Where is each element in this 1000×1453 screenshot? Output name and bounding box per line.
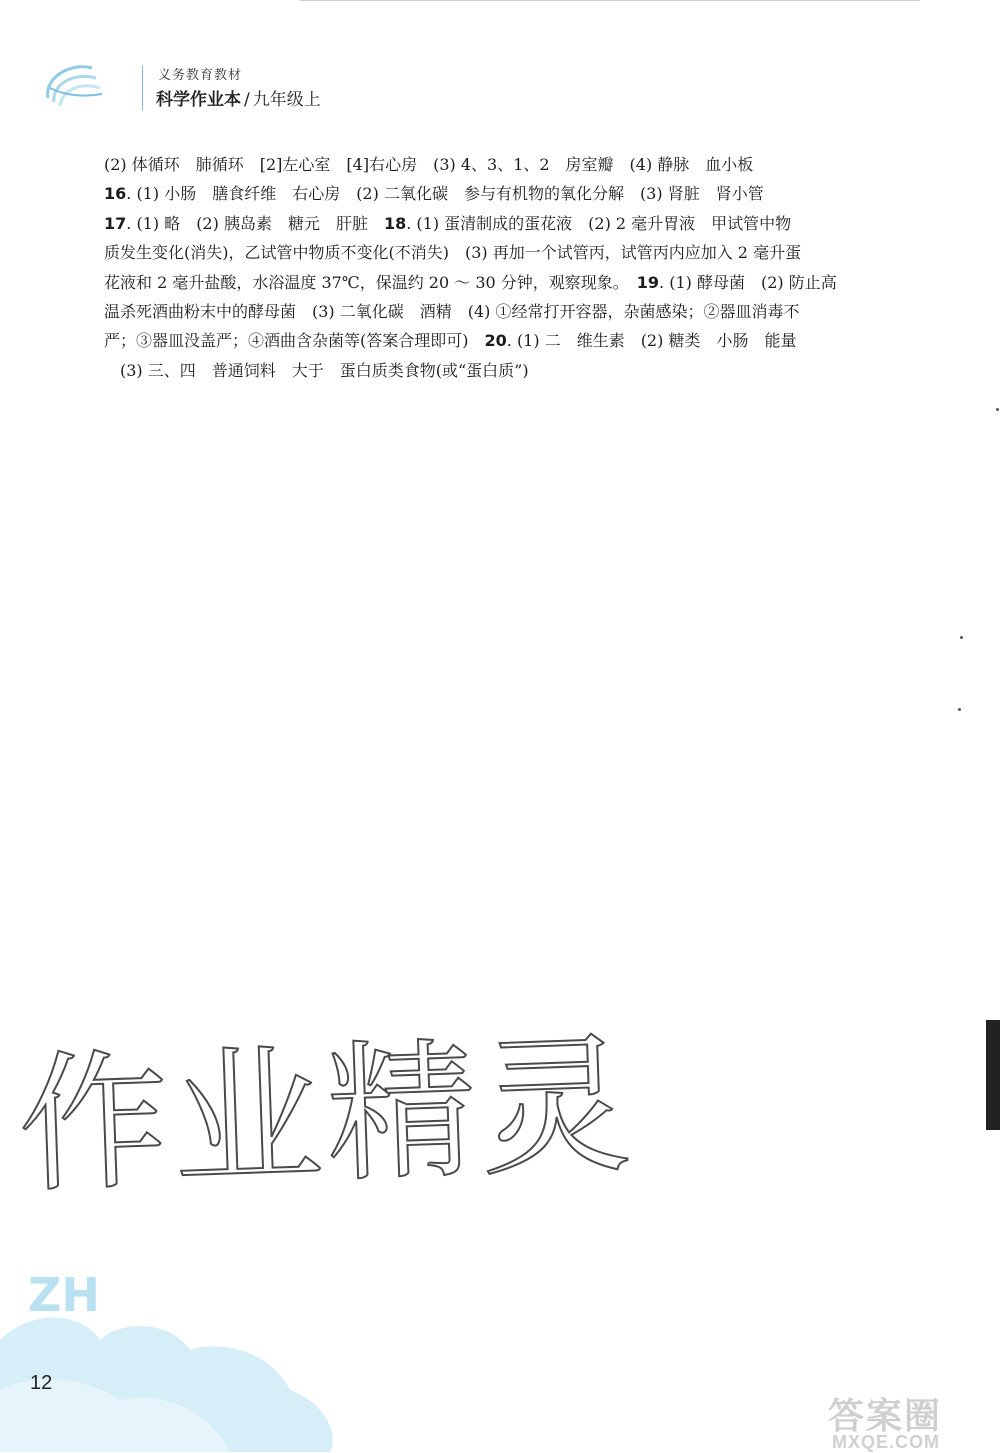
scan-top-edge <box>300 0 920 1</box>
scan-dot <box>958 708 961 711</box>
page-number: 12 <box>30 1372 53 1394</box>
watermark-text: 作业精灵 <box>15 1018 638 1214</box>
answer-line: 16. (1) 小肠 膳食纤维 右心房 (2) 二氧化碳 参与有机物的氧化分解 (3) 肾脏 肾小管 <box>104 184 764 204</box>
answer-line: 温杀死酒曲粉末中的酵母菌 (3) 二氧化碳 酒精 (4) ①经常打开容器，杂菌感染；②器皿消毒不 <box>104 302 800 322</box>
answer-text <box>104 150 904 385</box>
site-watermark-badge <box>820 1388 1000 1452</box>
zh-logo: ZH <box>28 1268 100 1322</box>
header-divider <box>142 66 143 110</box>
answer-line: 17. (1) 略 (2) 胰岛素 糖元 肝脏 18. (1) 蛋清制成的蛋花液 (2) 2 毫升胃液 甲试管中物 <box>104 213 792 233</box>
answer-line: (3) 三、四 普通饲料 大于 蛋白质类食物(或“蛋白质”) <box>120 360 529 380</box>
grade-label: 九年级上 <box>252 90 321 110</box>
answer-line: 严；③器皿没盖严；④酒曲含杂菌等(答案合理即可) 20. (1) 二 维生素 (2) 糖类 小肠 能量 <box>104 331 797 351</box>
scan-dot <box>996 408 999 411</box>
series-label: 义务教育教材 <box>158 68 243 83</box>
swirl-logo-icon <box>40 58 106 112</box>
site-badge-title: 答案圈 <box>828 1396 943 1437</box>
answer-line: 花液和 2 毫升盐酸，水浴温度 37℃，保温约 20 ～ 30 分钟，观察现象。 19. (1) 酵母菌 (2) 防止高 <box>104 272 837 292</box>
site-badge-url: MXQE.COM <box>832 1432 941 1452</box>
scan-dot <box>960 636 963 639</box>
page-edge-tab <box>986 1020 1000 1130</box>
answer-line: (2) 体循环 肺循环 [2]左心室 [4]右心房 (3) 4、3、1、2 房室瓣 (4) 静脉 血小板 <box>104 155 754 174</box>
answer-line: 质发生变化(消失)，乙试管中物质不变化(不消失) (3) 再加一个试管丙，试管丙内应加入 2 毫升蛋 <box>104 243 802 263</box>
book-header <box>40 58 321 118</box>
book-title-text: 科学作业本 <box>156 90 241 110</box>
book-title <box>156 85 321 110</box>
title-separator: / <box>244 90 250 110</box>
